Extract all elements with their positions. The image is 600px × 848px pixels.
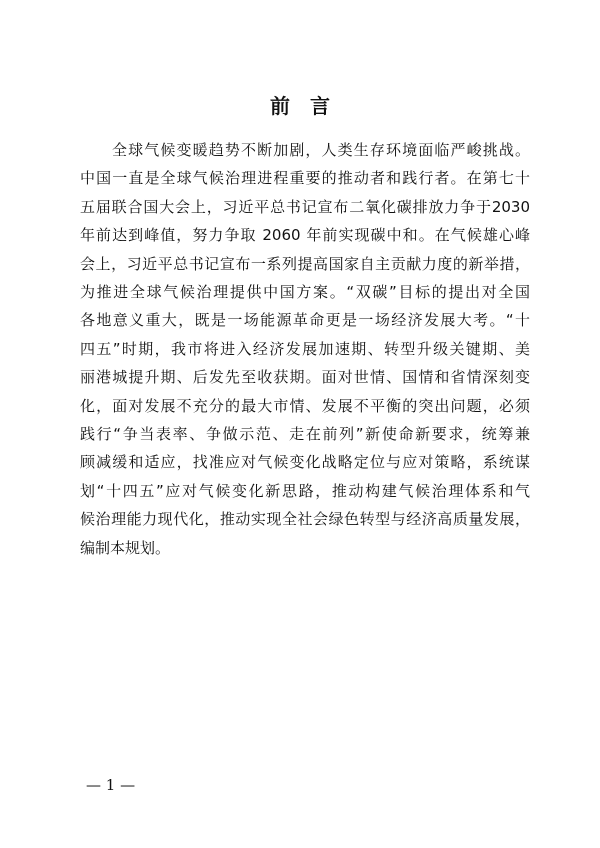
text-line: 年前达到峰值，努力争取 2060 年前实现碳中和。在气候雄心峰 (80, 226, 530, 245)
text-line: 化，面对发展不充分的最大市情、发展不平衡的突出问题，必须 (80, 396, 530, 415)
page-title: 前 言 (270, 94, 330, 118)
text-line: 丽港城提升期、后发先至收获期。面对世情、国情和省情深刻变 (80, 368, 530, 387)
text-line: 五届联合国大会上，习近平总书记宣布二氧化碳排放力争于2030 (80, 197, 530, 216)
text-line: 为推进全球气候治理提供中国方案。“双碳”目标的提出对全国 (80, 283, 530, 302)
text-line: 编制本规划。 (80, 538, 171, 557)
text-line: 全球气候变暖趋势不断加剧，人类生存环境面临严峻挑战。 (112, 141, 530, 159)
page-number: — 1 — (86, 776, 136, 794)
preface-paragraph (80, 136, 530, 562)
text-line: 顾减缓和适应，找准应对气候变化战略定位与应对策略，系统谋 (80, 453, 530, 472)
text-line: 划“十四五”应对气候变化新思路，推动构建气候治理体系和气 (80, 481, 530, 500)
text-line: 各地意义重大，既是一场能源革命更是一场经济发展大考。“十 (80, 311, 530, 330)
text-line: 中国一直是全球气候治理进程重要的推动者和践行者。在第七十 (80, 169, 530, 188)
text-line: 四五”时期，我市将进入经济发展加速期、转型升级关键期、美 (80, 339, 530, 358)
text-line: 践行“争当表率、争做示范、走在前列”新使命新要求，统筹兼 (80, 425, 530, 444)
text-line: 会上，习近平总书记宣布一系列提高国家自主贡献力度的新举措， (80, 254, 530, 273)
text-line: 候治理能力现代化，推动实现全社会绿色转型与经济高质量发展， (80, 510, 530, 529)
